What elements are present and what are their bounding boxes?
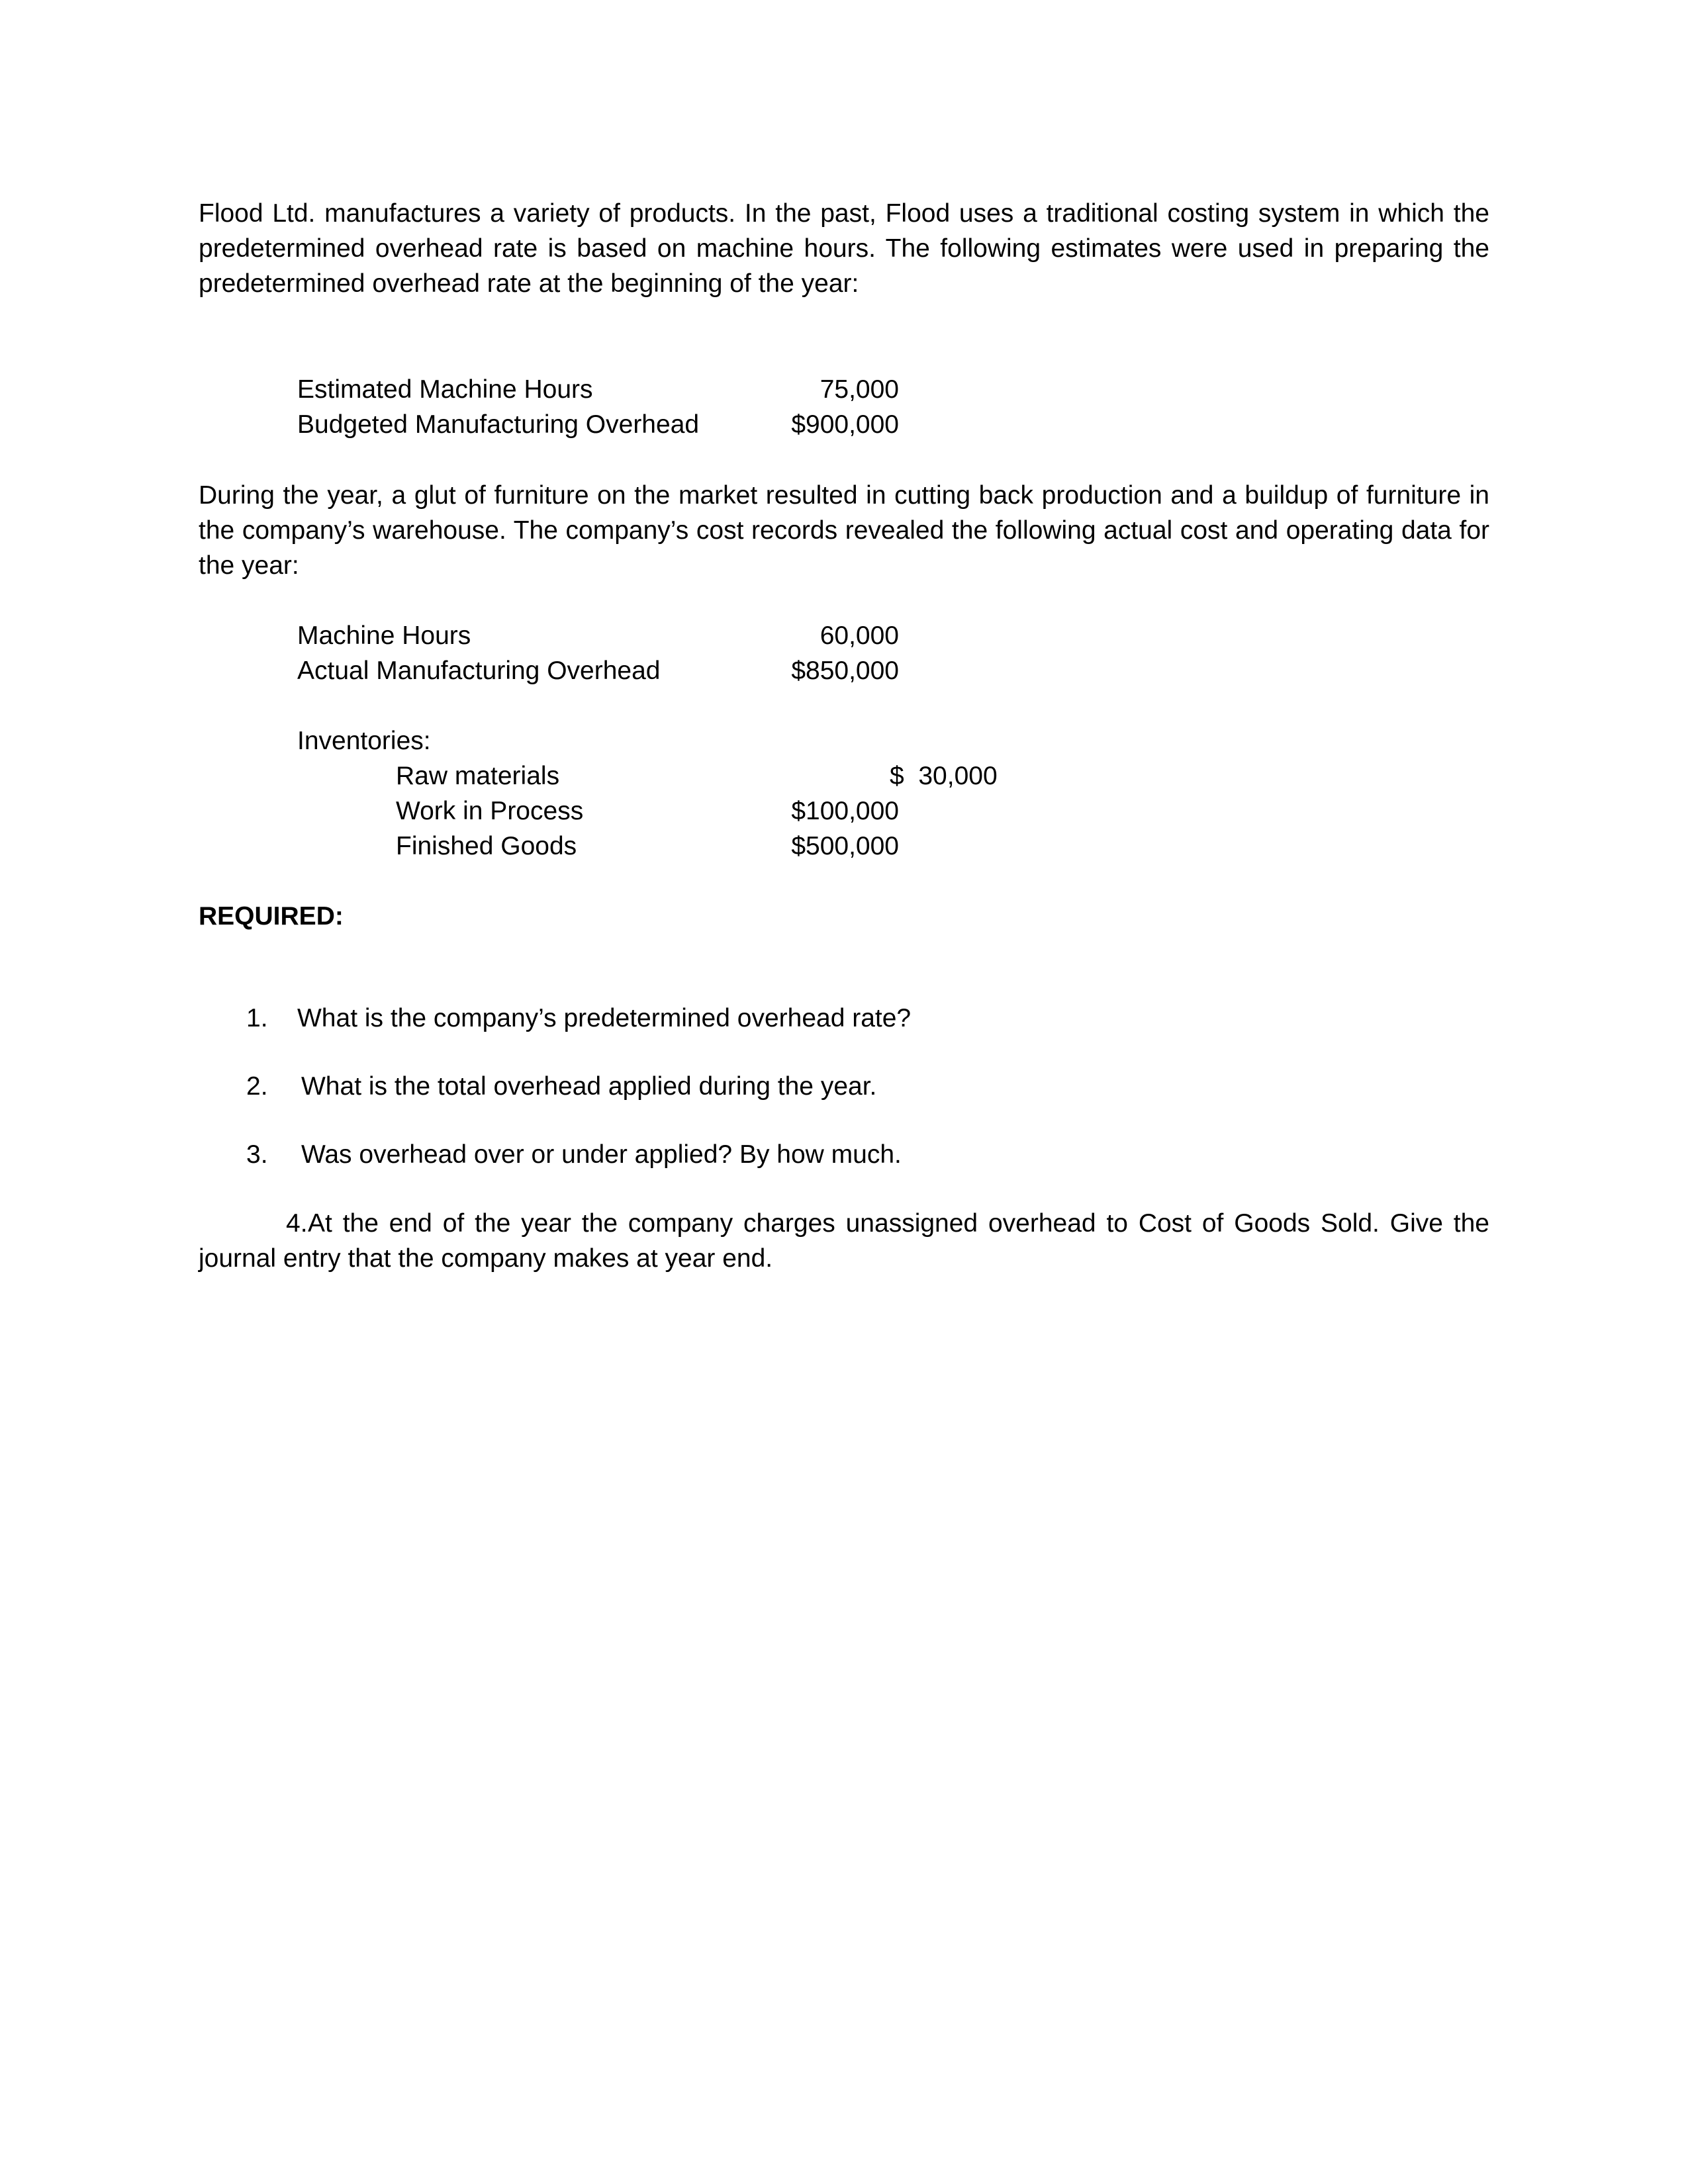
actual-value: $850,000 (791, 657, 899, 685)
estimate-label: Budgeted Manufacturing Overhead (297, 410, 700, 439)
inventory-label: Work in Process (396, 797, 584, 825)
estimate-label: Estimated Machine Hours (297, 375, 593, 404)
actual-value: 60,000 (820, 621, 899, 650)
intro-paragraph: Flood Ltd. manufactures a variety of products. In the past, Flood uses a traditional costing system in which the predetermined overhead rate is based on machine hours. The following estimates were used in preparing the predetermined overhead rate at the beginning of the year: (199, 199, 1489, 298)
estimate-value: 75,000 (820, 375, 899, 404)
actual-label: Machine Hours (297, 621, 471, 650)
during-paragraph: During the year, a glut of furniture on the market resulted in cutting back production and a buildup of furniture in the company’s warehouse. The company’s cost records revealed the following actual cost and operating data for the year: (199, 481, 1489, 580)
question-text: Was overhead over or under applied? By how much. (301, 1140, 902, 1169)
question-number: 4. (286, 1209, 308, 1238)
inventory-value: $500,000 (791, 832, 899, 860)
inventory-label: Raw materials (396, 762, 560, 790)
inventory-label: Finished Goods (396, 832, 577, 860)
required-heading: REQUIRED: (199, 902, 344, 931)
inventory-value: $ 30,000 (890, 762, 998, 790)
question-number: 1. (246, 1004, 268, 1032)
question-item (199, 1206, 1489, 1276)
estimate-value: $900,000 (791, 410, 899, 439)
inventory-value: $100,000 (791, 797, 899, 825)
question-number: 2. (246, 1072, 268, 1101)
inventories-heading: Inventories: (297, 727, 431, 755)
question-number: 3. (246, 1140, 268, 1169)
question-text: At the end of the year the company charges unassigned overhead to Cost of Goods Sold. Give the journal entry that the company makes at year end. (199, 1209, 1489, 1273)
question-text: What is the total overhead applied during the year. (301, 1072, 877, 1101)
actual-label: Actual Manufacturing Overhead (297, 657, 661, 685)
question-text: What is the company’s predetermined overhead rate? (297, 1004, 912, 1032)
